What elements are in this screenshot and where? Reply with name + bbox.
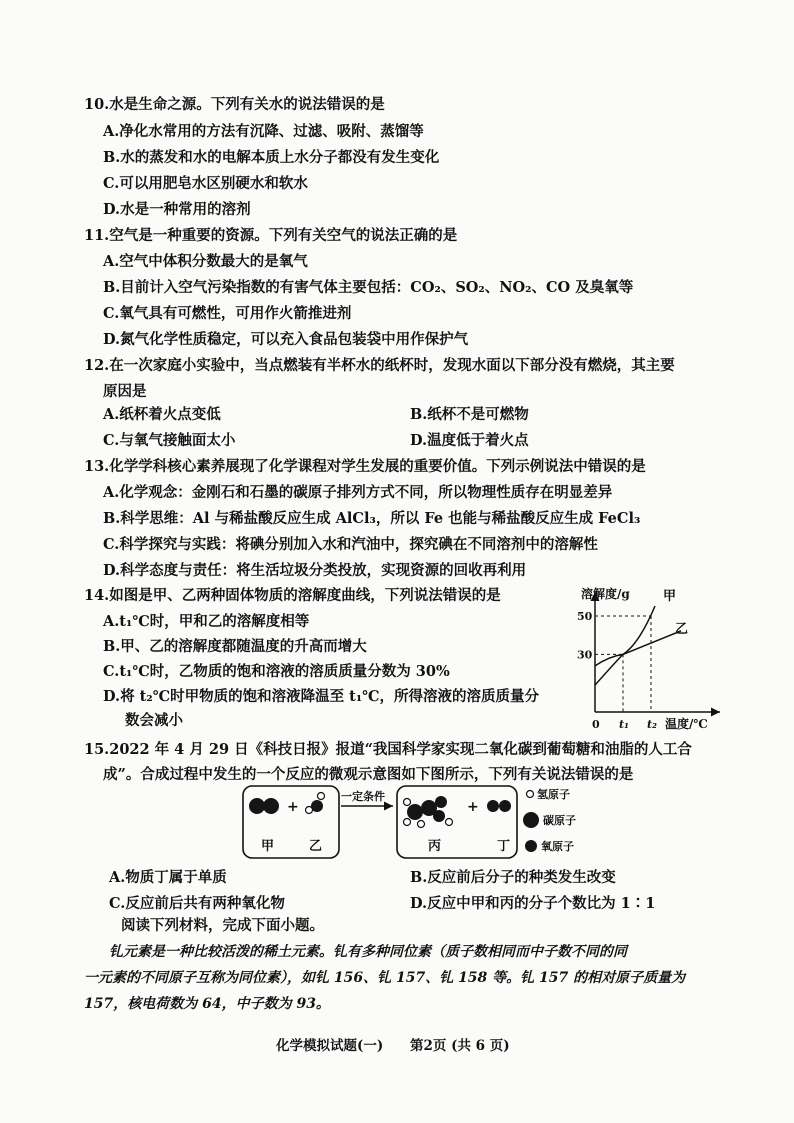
atom-oxygen <box>487 800 499 812</box>
atom-carbon <box>407 804 423 820</box>
reactant-plus: + <box>287 799 299 815</box>
q14-option-c: C.t₁℃时，乙物质的饱和溶液的溶质质量分数为 30% <box>103 663 450 680</box>
molecule-jia <box>249 798 279 814</box>
q10-option-d: D.水是一种常用的溶剂 <box>103 201 251 218</box>
q14-option-a: A.t₁℃时，甲和乙的溶解度相等 <box>103 613 310 630</box>
reading-paragraph-line1: 钆元素是一种比较活泼的稀土元素。钆有多种同位素（质子数相同而中子数不同的同 <box>109 944 627 960</box>
q11-stem: 11.空气是一种重要的资源。下列有关空气的说法正确的是 <box>84 227 458 244</box>
q13-option-a: A.化学观念：金刚石和石墨的碳原子排列方式不同，所以物理性质存在明显差异 <box>103 484 613 501</box>
footer-title: 化学模拟试题(一) <box>276 1038 384 1054</box>
atom-oxygen <box>499 800 511 812</box>
atom-hydrogen <box>446 819 453 826</box>
q13-stem: 13.化学学科核心素养展现了化学课程对学生发展的重要价值。下列示例说法中错误的是 <box>84 458 646 475</box>
q10-option-b: B.水的蒸发和水的电解本质上水分子都没有发生变化 <box>103 149 440 166</box>
reading-paragraph-line2: 一元素的不同原子互称为同位素），如钆 156、钆 157、钆 158 等。钆 157 的相对原子质量为 <box>84 970 686 986</box>
atom-carbon <box>263 798 279 814</box>
reading-paragraph-line3: 157，核电荷数为 64，中子数为 93。 <box>84 996 330 1012</box>
q15-stem-continued: 成”。合成过程中发生的一个反应的微观示意图如下图所示，下列有关说法错误的是 <box>103 766 634 783</box>
reaction-diagram <box>235 784 615 864</box>
q11-option-b: B.目前计入空气污染指数的有害气体主要包括：CO₂、SO₂、NO₂、CO 及臭氧等 <box>103 279 634 296</box>
legend-oxygen-icon <box>525 840 537 852</box>
atom-legend <box>523 787 576 853</box>
q11-option-d: D.氮气化学性质稳定，可以充入食品包装袋中用作保护气 <box>103 331 469 348</box>
series-label-1: 甲 <box>663 589 677 604</box>
q15-option-a: A.物质丁属于单质 <box>109 869 227 886</box>
atom-hydrogen <box>306 807 313 814</box>
atom-hydrogen <box>404 799 411 806</box>
q14-option-d-continued: 数会减小 <box>125 712 183 729</box>
molecule-ding <box>487 800 511 812</box>
q11-option-a: A.空气中体积分数最大的是氧气 <box>103 253 308 270</box>
legend-hydrogen-icon <box>527 791 534 798</box>
reaction-condition: 一定条件 <box>341 790 385 803</box>
q15-stem: 15.2022 年 4 月 29 日《科技日报》报道“我国科学家实现二氧化碳到葡萄糖和油脂的人工合 <box>84 741 692 758</box>
series-curve-2 <box>595 631 681 666</box>
legend-hydrogen-label: 氢原子 <box>537 788 570 801</box>
atom-hydrogen <box>318 793 325 800</box>
q11-option-c: C.氧气具有可燃性，可用作火箭推进剂 <box>103 305 352 322</box>
q15-option-c: C.反应前后共有两种氧化物 <box>109 895 285 912</box>
solubility-chart <box>575 584 725 734</box>
label-bing: 丙 <box>428 839 442 854</box>
q13-option-b: B.科学思维：Al 与稀盐酸反应生成 AlCl₃，所以 Fe 也能与稀盐酸反应生成 FeCl₃ <box>103 510 641 527</box>
q13-option-c: C.科学探究与实践：将碘分别加入水和汽油中，探究碘在不同溶剂中的溶解性 <box>103 536 598 553</box>
q12-option-c: C.与氧气接触面太小 <box>103 432 236 449</box>
legend-oxygen-label: 氧原子 <box>541 840 574 853</box>
q15-option-b: B.反应前后分子的种类发生改变 <box>410 869 616 886</box>
q15-option-d: D.反应中甲和丙的分子个数比为 1∶1 <box>410 895 656 912</box>
atom-oxygen <box>433 810 445 822</box>
y-axis-label: 溶解度/g <box>581 587 630 601</box>
origin-label: 0 <box>592 718 600 731</box>
y-tick-label-50: 50 <box>577 610 593 623</box>
label-yi: 乙 <box>309 839 323 854</box>
molecule-bing <box>404 796 453 828</box>
q14-option-b: B.甲、乙的溶解度都随温度的升高而增大 <box>103 638 367 655</box>
q10-stem: 10.水是生命之源。下列有关水的说法错误的是 <box>84 96 385 113</box>
q12-option-a: A.纸杯着火点变低 <box>103 406 221 423</box>
q12-stem: 12.在一次家庭小实验中，当点燃装有半杯水的纸杯时，发现水面以下部分没有燃烧，其主要 <box>84 357 675 374</box>
reading-intro: 阅读下列材料，完成下面小题。 <box>121 917 324 934</box>
product-plus: + <box>467 799 479 815</box>
atom-oxygen <box>435 796 447 808</box>
q12-option-d: D.温度低于着火点 <box>410 432 529 449</box>
q13-option-d: D.科学态度与责任：将生活垃圾分类投放，实现资源的回收再利用 <box>103 562 527 579</box>
q12-stem-continued: 原因是 <box>103 383 147 400</box>
footer-page-number: 第2页 (共 6 页) <box>410 1038 510 1054</box>
atom-carbon <box>249 798 265 814</box>
atom-hydrogen <box>418 821 425 828</box>
q10-option-c: C.可以用肥皂水区别硬水和软水 <box>103 175 308 192</box>
x-axis-label: 温度/℃ <box>665 717 708 731</box>
x-tick-label-1: t₁ <box>619 718 629 731</box>
label-jia: 甲 <box>261 839 275 854</box>
molecule-yi <box>306 793 325 814</box>
q10-option-a: A.净化水常用的方法有沉降、过滤、吸附、蒸馏等 <box>103 123 424 140</box>
x-tick-label-2: t₂ <box>647 718 657 731</box>
legend-carbon-label: 碳原子 <box>543 814 576 827</box>
series-label-2: 乙 <box>675 621 689 637</box>
q14-option-d: D.将 t₂℃时甲物质的饱和溶液降温至 t₁℃，所得溶液的溶质质量分 <box>103 688 540 705</box>
legend-carbon-icon <box>523 812 539 828</box>
label-ding: 丁 <box>497 839 511 854</box>
q12-option-b: B.纸杯不是可燃物 <box>410 406 529 423</box>
q14-stem: 14.如图是甲、乙两种固体物质的溶解度曲线，下列说法错误的是 <box>84 587 501 604</box>
atom-hydrogen <box>404 819 411 826</box>
y-tick-label-30: 30 <box>577 648 593 662</box>
